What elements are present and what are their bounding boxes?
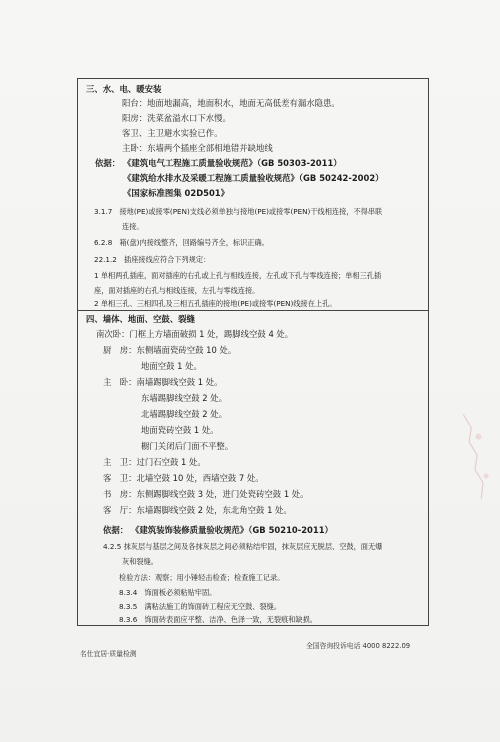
section4-title: 四、墙体、地面、空鼓、裂缝 — [86, 314, 195, 324]
section4-clause: 8.3.5 满粘法施工的饰面砖工程应无空鼓、裂缝。 — [119, 602, 282, 611]
section3-clause: 连接。 — [122, 222, 144, 231]
section3-clause: 6.2.8 箱(盘)内接线整齐，回路编号齐全，标识正确。 — [94, 238, 269, 247]
section4-item: 厨 房：东侧墙面瓷砖空鼓 10 处。 — [103, 345, 237, 355]
section3-basis-label: 依据： — [95, 158, 121, 168]
section3-basis: 《建筑电气工程施工质量验收规范》（GB 50303-2011） — [123, 158, 342, 168]
section3-item: 阳台：地面地漏高，地面积水，地面无高低差有漏水隐患。 — [122, 98, 340, 108]
section-divider — [77, 310, 429, 311]
section4-item: 主 卧：南墙踢脚线空鼓 1 处。 — [103, 377, 223, 387]
section4-item: 地面瓷砖空鼓 1 处。 — [141, 425, 219, 435]
section3-clause: 22.1.2 插座接线应符合下列规定： — [94, 255, 211, 264]
section4-item: 主 卫：过门石空鼓 1 处。 — [103, 457, 206, 467]
stamp-graphic — [456, 405, 500, 518]
section4-item: 书 房：东侧踢脚线空鼓 3 处，进门处瓷砖空鼓 1 处。 — [103, 489, 309, 499]
section4-basis: 《建筑装饰装修质量验收规范》（GB 50210-2011） — [131, 525, 333, 535]
section4-clause: 4.2.5 抹灰层与基层之间及各抹灰层之间必须粘结牢固，抹灰层应无脱层、空鼓，面无爆 — [103, 542, 383, 551]
section3-item: 阳房：洗菜盆溢水口下水慢。 — [122, 113, 231, 123]
section4-item: 客 卫：北墙空鼓 10 处，西墙空鼓 7 处。 — [103, 473, 264, 483]
faint-stamp-mark — [447, 398, 492, 511]
section4-item: 橱门关闭后门面不平整。 — [141, 441, 234, 451]
section4-basis-label: 依据： — [103, 525, 129, 535]
section4-item: 北墙踢脚线空鼓 2 处。 — [141, 409, 228, 419]
section4-item: 东墙踢脚线空鼓 2 处。 — [141, 393, 228, 403]
section3-clause: 1 单相两孔插座，面对插座的右孔或上孔与相线连接，左孔或下孔与零线连接；单相三孔插 — [94, 271, 382, 280]
section4-clause: 检验方法：观察；用小锤轻击检查；检查施工记录。 — [119, 573, 285, 582]
section4-clause: 8.3.4 饰面板必须粘贴牢固。 — [119, 588, 217, 597]
section3-basis: 《国家标准图集 02D501》 — [123, 188, 230, 198]
section3-item: 主卧：东墙两个插座全部相地错并缺地线 — [122, 143, 273, 153]
section3-clause: 座，面对插座的右孔与相线连接，左孔与零线连接。 — [94, 286, 260, 295]
section3-item: 客卫、主卫避水实验已作。 — [122, 128, 223, 138]
section4-clause: 8.3.6 饰面砖表面应平整、洁净、色泽一致，无裂痕和缺损。 — [119, 615, 317, 624]
footer-company: 名仕宜居·质量检测 — [80, 650, 137, 658]
section4-item: 南次卧：门框上方墙面破损 1 处，踢脚线空鼓 4 处。 — [96, 329, 294, 339]
section4-item: 地面空鼓 1 处。 — [141, 361, 202, 371]
section3-basis: 《建筑给水排水及采暖工程施工质量验收规范》（GB 50242-2002） — [123, 173, 384, 183]
section3-clause: 3.1.7 接地(PE)或接零(PEN)支线必须单独与接地(PE)或接零(PEN)干线相连接，不得串联 — [94, 207, 383, 216]
section4-item: 客 厅：东墙踢脚线空鼓 2 处，东北角空鼓 1 处。 — [103, 505, 292, 515]
section3-title: 三、水、电、暖安装 — [86, 84, 162, 94]
footer-hotline: 全国咨询投诉电话 4000 8222.09 — [306, 642, 411, 650]
section4-clause: 灰和裂缝。 — [122, 557, 158, 566]
section3-clause: 2 单相三孔、三相四孔及三相五孔插座的接地(PE)或接零(PEN)线接在上孔。 — [94, 299, 337, 308]
